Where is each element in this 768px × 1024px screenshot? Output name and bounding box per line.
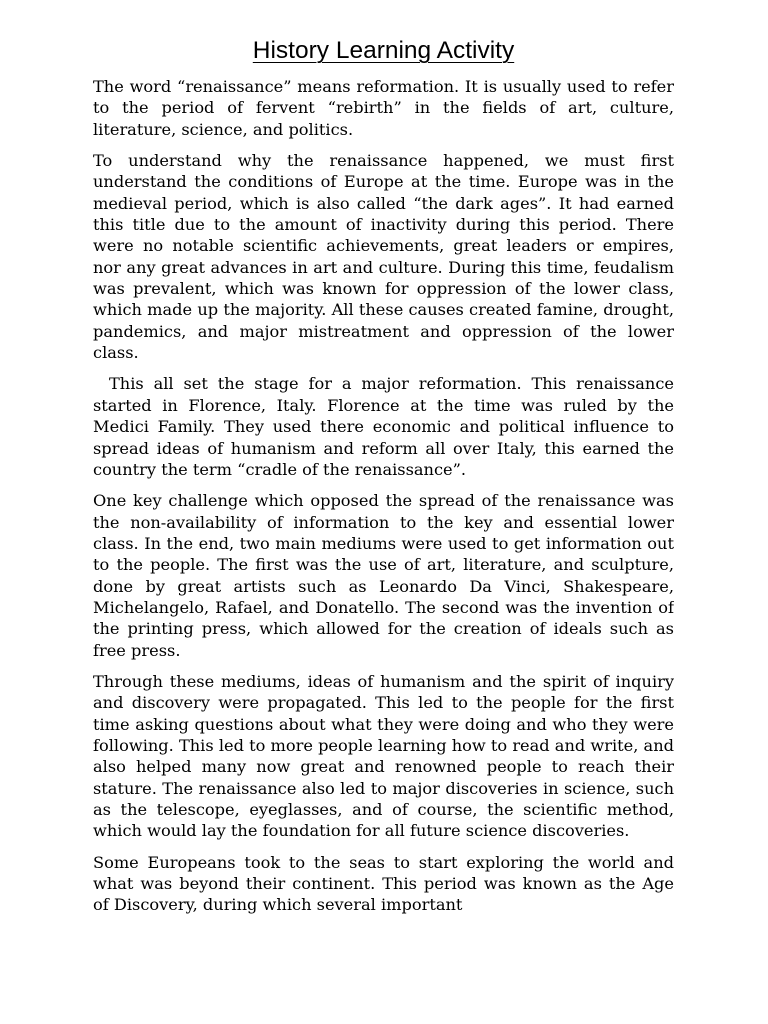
paragraph-4: One key challenge which opposed the spread of the renaissance was the non-availability of information to the key and essential lower class. In the end, two main mediums were used to get information out to the people. The first was the use of art, literature, and sculpture, done by great artists such as Leonardo Da Vinci, Shakespeare, Michelangelo, Rafael, and Donatello. The second was the invention of the printing press, which allowed for the creation of ideals such as free press.	[93, 491, 674, 660]
paragraph-2: To understand why the renaissance happened, we must first understand the conditions of Europe at the time. Europe was in the medieval period, which is also called “the dark ages”. It had earned this title due to the amount of inactivity during this period. There were no notable scientific achievements, great leaders or empires, nor any great advances in art and culture. During this time, feudalism was prevalent, which was known for oppression of the lower class, which made up the majority. All these causes created famine, drought, pandemics, and major mistreatment and oppression of the lower class.	[93, 151, 674, 363]
paragraph-5: Through these mediums, ideas of humanism and the spirit of inquiry and discovery were propagated. This led to the people for the first time asking questions about what they were doing and who they were following. This led to more people learning how to read and write, and also helped many now great and renowned people to reach their stature. The renaissance also led to major discoveries in science, such as the telescope, eyeglasses, and of course, the scientific method, which would lay the foundation for all future science discoveries.	[93, 671, 674, 841]
document-title: History Learning Activity	[252, 37, 515, 64]
paragraph-3: This all set the stage for a major reformation. This renaissance started in Florence, Italy. Florence at the time was ruled by the Medici Family. They used there economic and political influence to spread ideas of humanism and reform all over Italy, this earned the country the term “cradle of the renaissance”.	[93, 374, 674, 479]
paragraph-6: Some Europeans took to the seas to start exploring the world and what was beyond their continent. This period was known as the Age of Discovery, during which several important	[93, 852, 674, 915]
paragraph-1: The word “renaissance” means reformation. It is usually used to refer to the period of fervent “rebirth” in the fields of art, culture, literature, science, and politics.	[93, 77, 674, 139]
document-page	[93, 34, 674, 1024]
